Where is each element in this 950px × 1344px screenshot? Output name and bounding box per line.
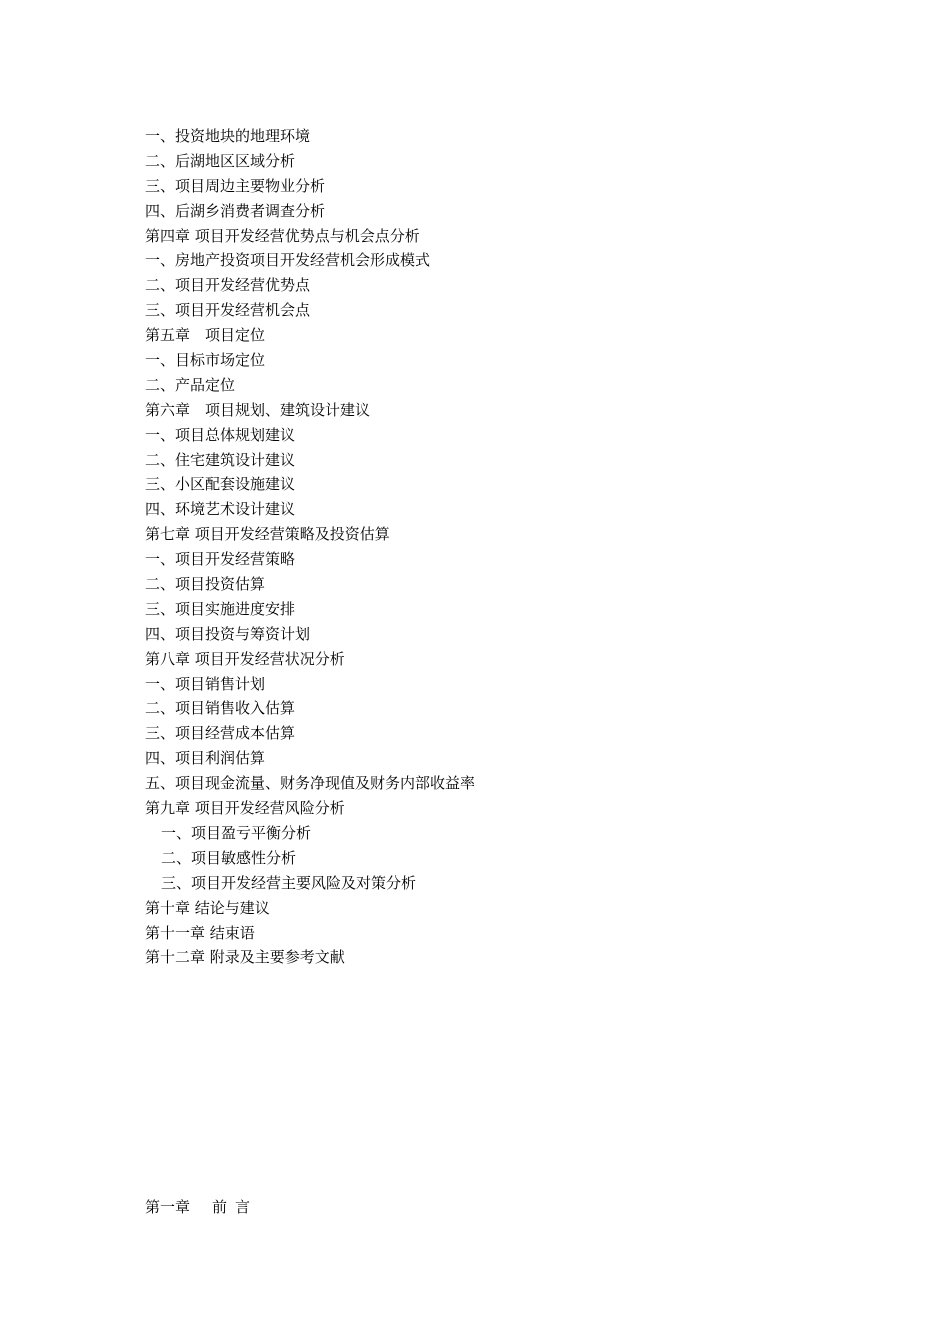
toc-entry: 第四章 项目开发经营优势点与机会点分析 xyxy=(145,226,420,245)
toc-entry: 一、投资地块的地理环境 xyxy=(145,127,311,145)
toc-entry: 二、后湖地区区域分析 xyxy=(145,151,296,170)
toc-entry: 三、项目经营成本估算 xyxy=(145,724,296,743)
toc-entry: 二、项目开发经营优势点 xyxy=(145,276,311,295)
chapter-title-char: 言 xyxy=(235,1198,251,1216)
toc-entry: 三、小区配套设施建议 xyxy=(145,475,296,494)
toc-entry: 三、项目开发经营机会点 xyxy=(145,301,311,320)
toc-entry: 三、项目周边主要物业分析 xyxy=(145,176,326,195)
toc-entry: 第十一章 结束语 xyxy=(145,923,255,942)
table-of-contents xyxy=(145,124,475,970)
toc-entry: 四、后湖乡消费者调查分析 xyxy=(145,201,326,220)
toc-entry: 二、项目销售收入估算 xyxy=(145,699,296,718)
toc-entry: 第七章 项目开发经营策略及投资估算 xyxy=(145,525,390,544)
toc-entry: 一、项目总体规划建议 xyxy=(145,425,296,444)
toc-entry: 三、项目实施进度安排 xyxy=(145,599,296,618)
toc-entry: 四、项目投资与筹资计划 xyxy=(145,624,311,643)
toc-entry: 一、房地产投资项目开发经营机会形成模式 xyxy=(145,251,431,270)
toc-entry: 一、项目开发经营策略 xyxy=(145,550,296,569)
toc-entry: 第十二章 附录及主要参考文献 xyxy=(145,948,345,967)
toc-entry: 一、目标市场定位 xyxy=(145,351,266,370)
chapter-number: 第一章 xyxy=(145,1198,191,1216)
toc-entry: 第十章 结论与建议 xyxy=(145,898,270,917)
toc-entry: 二、项目敏感性分析 xyxy=(161,848,297,867)
chapter-heading xyxy=(145,1195,250,1219)
toc-entry: 四、环境艺术设计建议 xyxy=(145,500,296,519)
toc-entry: 四、项目利润估算 xyxy=(145,749,266,768)
toc-entry: 第六章 项目规划、建筑设计建议 xyxy=(145,400,371,419)
toc-entry: 一、项目盈亏平衡分析 xyxy=(161,823,312,842)
toc-entry: 五、项目现金流量、财务净现值及财务内部收益率 xyxy=(145,774,476,793)
toc-entry: 二、住宅建筑设计建议 xyxy=(145,450,296,469)
toc-entry: 第八章 项目开发经营状况分析 xyxy=(145,649,345,668)
chapter-title-char: 前 xyxy=(212,1198,228,1216)
toc-entry: 一、项目销售计划 xyxy=(145,674,266,693)
toc-entry: 第五章 项目定位 xyxy=(145,326,266,345)
toc-entry: 二、产品定位 xyxy=(145,375,236,394)
toc-entry: 二、项目投资估算 xyxy=(145,575,266,594)
toc-entry: 三、项目开发经营主要风险及对策分析 xyxy=(161,873,417,892)
toc-entry: 第九章 项目开发经营风险分析 xyxy=(145,799,345,818)
